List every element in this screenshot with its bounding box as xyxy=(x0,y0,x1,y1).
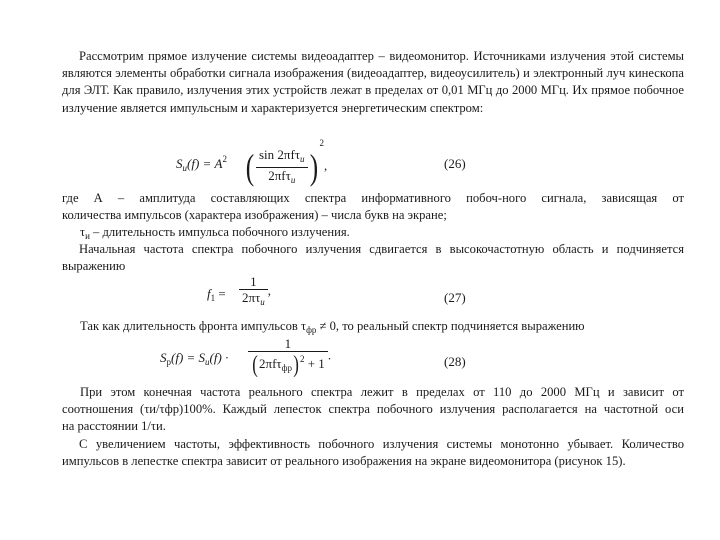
eq28-rhs-sub: и xyxy=(205,357,210,367)
eq27-comma: , xyxy=(267,282,272,298)
eq27-lhs-sub: 1 xyxy=(210,293,216,303)
paragraph-initial-frequency: Начальная частота спектра побочного излучения сдвигается в высокочастотную область и подчиняется выражению xyxy=(62,242,684,274)
eq26-number: (26) xyxy=(444,156,466,171)
eq28-lhs: S xyxy=(160,350,167,365)
eq28-lhs-arg: (f) = S xyxy=(171,350,206,365)
eq26-lhs-sub: и xyxy=(182,163,187,173)
eq28-denominator-a: 2πfτ xyxy=(259,356,282,371)
eq26-comma: , xyxy=(324,158,328,173)
eq28-denominator-sub: фр xyxy=(281,363,292,373)
eq27-number: (27) xyxy=(444,290,466,305)
p3-sub: фр xyxy=(306,325,317,335)
paragraph-intro: Рассмотрим прямое излучение системы видеоадаптер – видеомонитор. Источниками излучения этой системы являются элементы обработки сигнала изображения (видеоадаптер, видеоусилитель) и электронный луч кинескопа для ЭЛТ. Как правило, излучения этих устройств лежат в пределах от 0,01 МГц до 2000 МГц. Их прямое побочное излучение является импульсным и характеризуется энергетическим спектром: xyxy=(62,49,684,115)
eq28-number: (28) xyxy=(444,354,466,369)
equation-27 xyxy=(207,274,667,316)
eq27-lhs: f xyxy=(207,286,211,301)
eq28-denominator-power: 2 xyxy=(299,354,305,364)
tau-symbol: τ xyxy=(80,225,86,239)
eq28-dot: . xyxy=(327,347,332,363)
p3-text-b: ≠ 0, то реальный спектр подчиняется выражению xyxy=(316,319,585,333)
eq26-denominator-sub: и xyxy=(290,174,296,185)
eq28-den-left-paren: ( xyxy=(252,352,258,379)
eq28-denominator-b: + 1 xyxy=(304,356,325,371)
eq26-numerator-sub: и xyxy=(300,153,305,164)
p3-text-a: Так как длительность фронта импульсов τ xyxy=(80,319,307,333)
eq28-fraction xyxy=(248,336,328,377)
eq26-numerator: sin 2πfτ xyxy=(259,146,301,162)
eq28-rhs-arg: (f) · xyxy=(209,350,229,365)
eq27-denominator: 2πτ xyxy=(242,290,261,305)
p4-line-3: на расстоянии 1/τи. xyxy=(62,419,166,433)
eq28-den-right-paren: ) xyxy=(293,352,299,379)
eq26-left-paren: ( xyxy=(245,147,255,188)
eq28-lhs-sub: р xyxy=(166,357,171,367)
eq26-denominator: 2πfτ xyxy=(268,167,291,183)
p4-line-1: При этом конечная частота реального спектра лежит в пределах от 110 до 2000 МГц и зависит от xyxy=(80,385,684,399)
eq28-numerator: 1 xyxy=(248,336,328,352)
eq26-fraction xyxy=(256,147,308,188)
equation-28 xyxy=(160,336,660,382)
eq26-lhs-symbol: S xyxy=(176,156,183,171)
eq26-lhs-arg: (f) = A xyxy=(187,156,223,171)
where-line-2: количества импульсов (характера изображения) – числа букв на экране; xyxy=(62,208,447,222)
equation-26 xyxy=(176,140,656,190)
eq26-outer-power: 2 xyxy=(319,138,325,148)
tau-sub: и xyxy=(85,231,90,241)
where-line-3-text: – длительность импульса побочного излучения. xyxy=(89,225,350,239)
eq26-right-paren: ) xyxy=(309,147,318,188)
paragraph-conclusion: С увеличением частоты, эффективность побочного излучения системы монотонно убывает. Количество импульсов в лепестке спектра зависит от реального изображения на экране видеомонитора (рисунок 15). xyxy=(62,437,684,469)
eq27-denominator-sub: и xyxy=(260,297,265,307)
p4-line-2: соотношения (τи/τфр)100%. Каждый лепесток спектра побочного излучения располагается на частотной оси xyxy=(62,402,684,416)
eq27-numerator: 1 xyxy=(239,274,268,290)
eq27-fraction xyxy=(239,274,268,310)
eq26-a-power: 2 xyxy=(222,154,227,164)
eq27-equals: = xyxy=(215,286,226,301)
where-line-1: где А – амплитуда составляющих спектра информативного побоч-ного сигнала, зависящая от xyxy=(62,191,684,205)
